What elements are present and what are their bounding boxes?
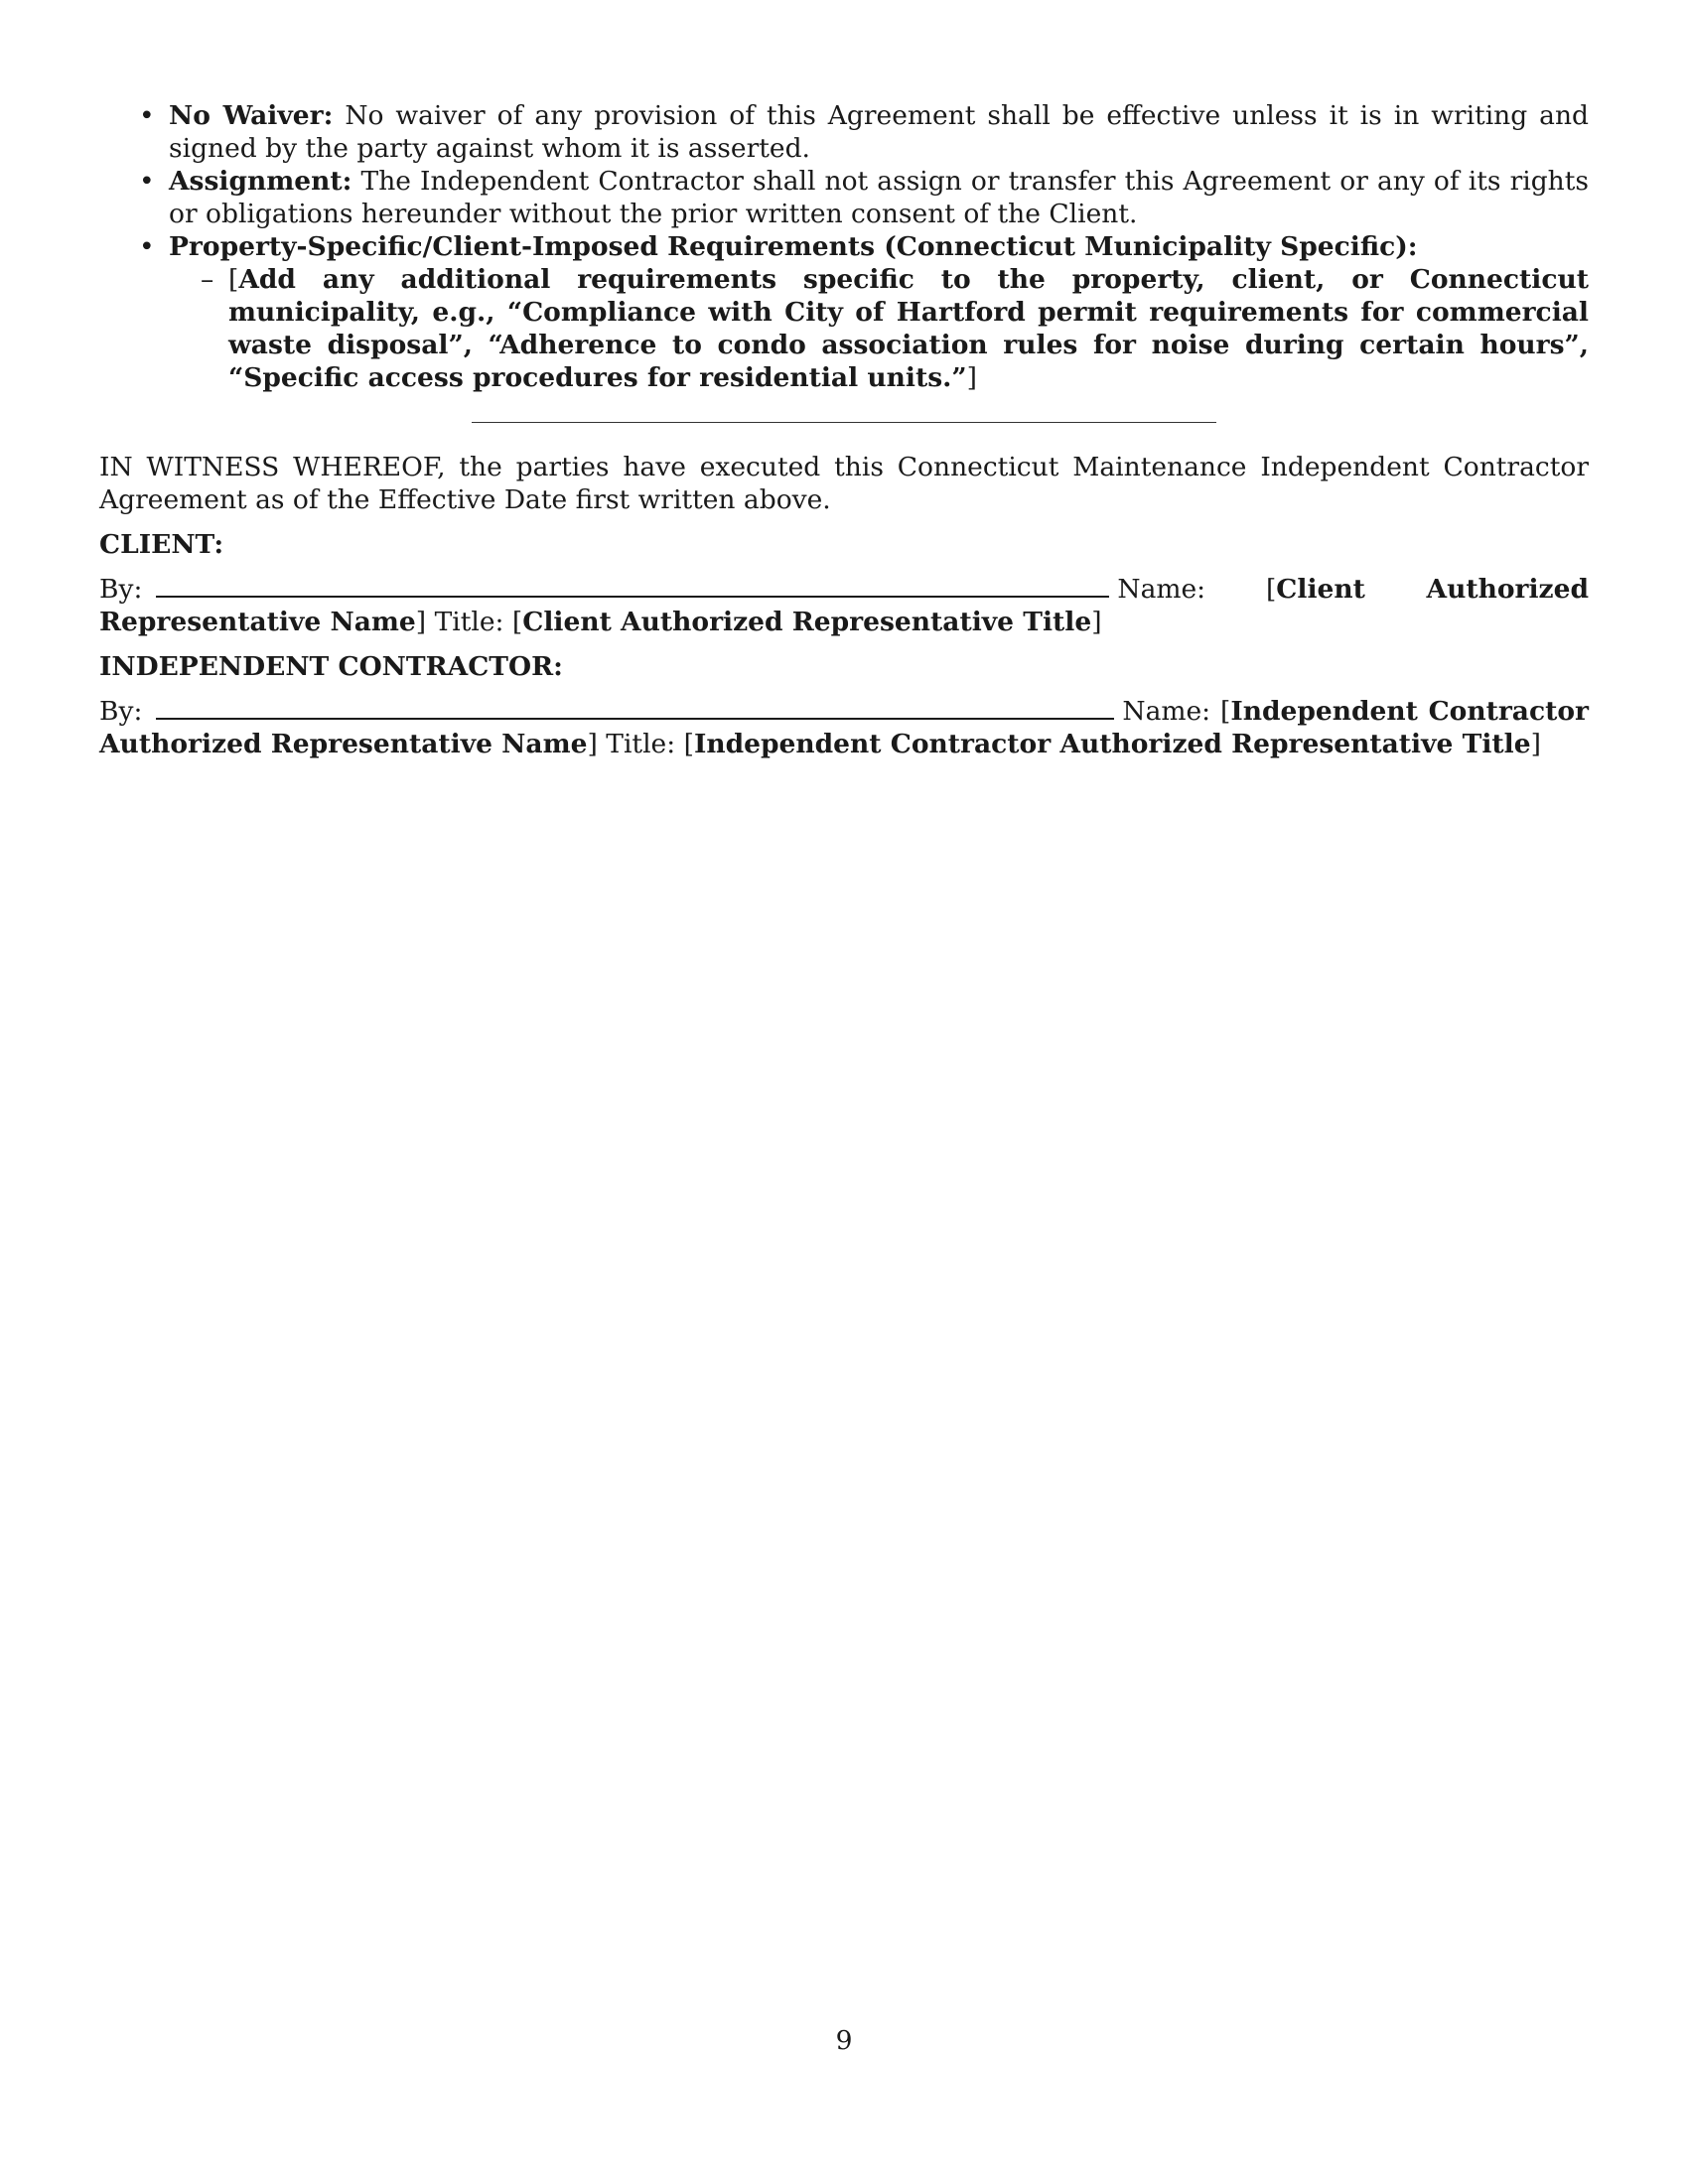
client-name-bracket-open: [ xyxy=(1265,574,1277,605)
list-item-assignment xyxy=(99,165,1589,230)
no-waiver-label: No Waiver: xyxy=(169,100,334,131)
client-heading: CLIENT: xyxy=(99,529,224,560)
contractor-title-value: Independent Contractor Authorized Representative Title xyxy=(693,729,1531,759)
client-name-bracket-close: ] xyxy=(415,607,427,637)
contractor-name-label: Name: xyxy=(1122,696,1211,727)
no-waiver-text: No waiver of any provision of this Agreement shall be effective unless it is in writing and signed by the party against whom it is asserted. xyxy=(169,100,1589,164)
client-name-value: Client Authorized Representative Name xyxy=(99,574,1589,637)
client-title-value: Client Authorized Representative Title xyxy=(522,607,1092,637)
client-name-label: Name: xyxy=(1117,574,1206,605)
contractor-by-label: By: xyxy=(99,696,143,727)
list-item-property-specific xyxy=(99,230,1589,394)
contractor-heading: INDEPENDENT CONTRACTOR: xyxy=(99,651,563,682)
assignment-text: The Independent Contractor shall not assign or transfer this Agreement or any of its rights or obligations hereunder without the prior written consent of the Client. xyxy=(169,166,1589,229)
list-item-no-waiver xyxy=(99,99,1589,165)
client-signature-line[interactable] xyxy=(156,574,1109,598)
clause-list xyxy=(99,99,1589,394)
list-item-additional-requirements xyxy=(169,263,1589,394)
page-number: 9 xyxy=(835,2025,853,2056)
section-divider xyxy=(472,422,1216,423)
client-title-bracket-close: ] xyxy=(1091,607,1102,637)
client-signature-block xyxy=(99,573,1589,638)
contractor-title-label: Title: xyxy=(606,729,676,759)
assignment-label: Assignment: xyxy=(169,166,352,197)
property-specific-label: Property-Specific/Client-Imposed Requirements (Connecticut Municipality Specific): xyxy=(169,231,1418,262)
contractor-signature-block xyxy=(99,695,1589,760)
witness-paragraph: IN WITNESS WHEREOF, the parties have executed this Connecticut Maintenance Independent Contractor Agreement as of the Effective Date first written above. xyxy=(99,452,1589,515)
contractor-signature-line[interactable] xyxy=(156,696,1114,720)
property-specific-sub-list xyxy=(169,263,1589,394)
document-body xyxy=(99,99,1589,772)
bracket-close: ] xyxy=(966,362,977,393)
client-title-bracket-open: [ xyxy=(511,607,523,637)
contractor-title-bracket-close: ] xyxy=(1530,729,1541,759)
additional-requirements-text: Add any additional requirements specific to the property, client, or Connecticut municipality, e.g., “Compliance with City of Hartford permit requirements for commercial waste disposal”, “Adherence to condo association rules for noise during certain hours”, “Specific access procedures for residential units.” xyxy=(228,264,1589,393)
contractor-name-bracket-open: [ xyxy=(1219,696,1231,727)
contractor-title-bracket-open: [ xyxy=(683,729,694,759)
contractor-name-bracket-close: ] xyxy=(587,729,598,759)
contractor-name-value: Independent Contractor Authorized Representative Name xyxy=(99,696,1589,759)
client-title-label: Title: xyxy=(434,607,504,637)
bracket-open: [ xyxy=(228,264,239,295)
client-by-label: By: xyxy=(99,574,143,605)
